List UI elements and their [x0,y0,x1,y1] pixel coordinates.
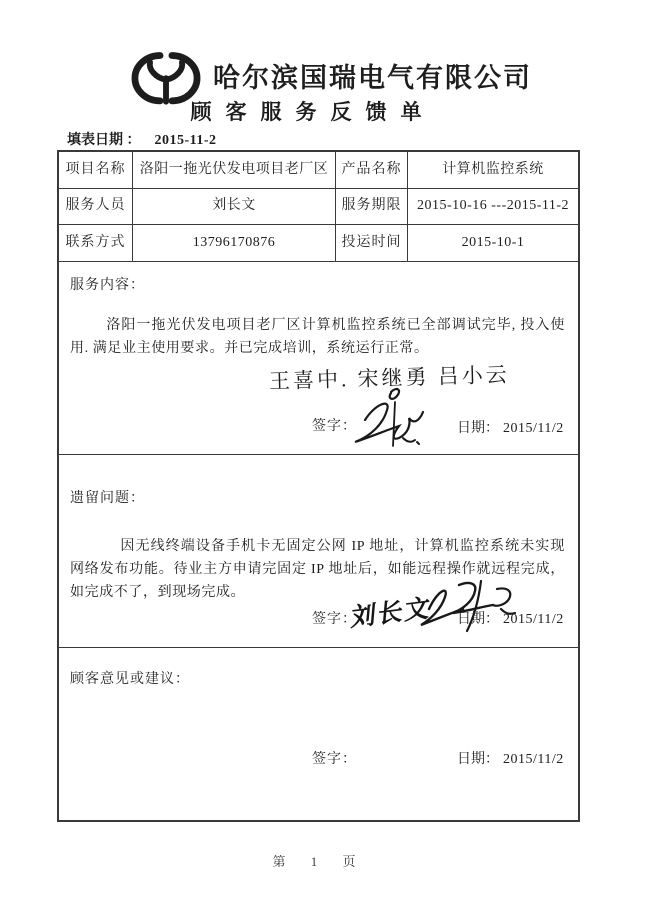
label-service-period: 服务期限 [336,189,408,225]
label-contact: 联系方式 [59,225,133,262]
value-project-name: 洛阳一拖光伏发电项目老厂区 [133,152,336,189]
date-line [457,608,564,628]
date-label: 日期： [457,752,499,767]
remaining-issues-body: 因无线终端设备手机卡无固定公网 IP 地址，计算机监控系统未实现网络发布功能。待业主方申请完固定 IP 地址后，如能远程操作就远程完成，如完成不了，到现场完成。 [70,539,565,600]
label-commission-time: 投运时间 [336,225,408,262]
value-service-period: 2015-10-16 ---2015-11-2 [408,189,578,225]
label-service-person: 服务人员 [59,189,133,225]
form-title: 顾客服务反馈单 [190,100,436,124]
company-name: 哈尔滨国瑞电气有限公司 [213,63,532,93]
date-value: 2015/11/2 [503,752,564,767]
handwritten-signature-name: 刘长文 [349,594,433,633]
date-value: 2015/11/2 [503,421,564,436]
sign-label: 签字： [312,752,357,767]
fill-date [67,129,217,149]
form-table [57,150,580,822]
date-label: 日期： [457,612,499,627]
section-customer-suggestions [59,648,578,820]
section-remaining-issues [59,455,578,648]
fill-date-label: 填表日期 ： [67,133,141,148]
sign-label: 签字： [312,612,357,627]
value-commission-time: 2015-10-1 [408,225,578,262]
remaining-issues-label: 遗留问题： [70,491,145,506]
handwritten-signature-icon [345,384,445,448]
handwritten-names: 王喜中. 宋继勇 吕小云 [268,362,511,394]
date-value: 2015/11/2 [503,612,564,627]
customer-suggestions-label: 顾客意见或建议： [70,672,190,687]
sign-label: 签字： [312,419,357,434]
info-grid [59,152,578,262]
section-service-content [59,262,578,455]
value-product-name: 计算机监控系统 [408,152,578,189]
label-project-name: 项目名称 [59,152,133,189]
page-number: 第 1 页 [272,854,367,869]
date-label: 日期： [457,421,499,436]
fill-date-value: 2015-11-2 [154,133,217,148]
value-contact: 13796170876 [133,225,336,262]
date-line [457,748,564,768]
date-line [457,417,564,437]
value-service-person: 刘长文 [133,189,336,225]
service-content-body: 洛阳一拖光伏发电项目老厂区计算机监控系统已全部调试完毕, 投入使用. 满足业主使用要求。并已完成培训，系统运行正常。 [70,318,565,356]
label-product-name: 产品名称 [336,152,408,189]
service-content-label: 服务内容： [70,278,145,293]
